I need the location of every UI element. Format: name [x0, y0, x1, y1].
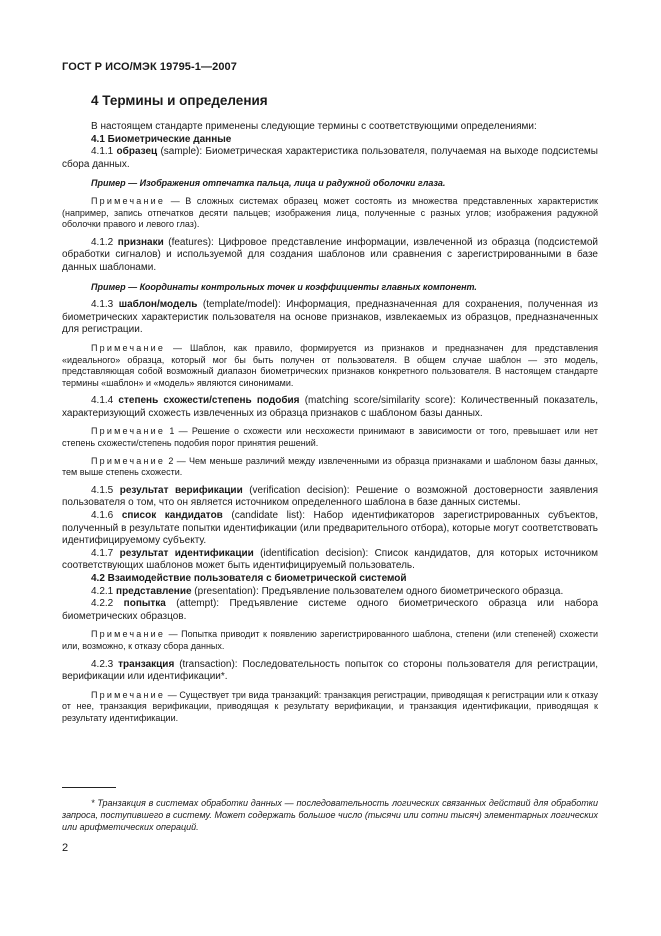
- term-4-1-2: 4.1.2 признаки (features): Цифровое представление информации, извлеченной из образца (подсистемой обработки сигналов) и используемой для создания шаблонов или сравнения с зарегистрированными в базе данных шаблонами.: [62, 236, 598, 273]
- note-1: Примечание — В сложных системах образец может состоять из множества представленных характеристик (например, запись отпечатков десяти пальцев; изображения лица, полученные с разных углов; изображения радужной оболочки правого и левого глаз).: [62, 195, 598, 230]
- document-body: [62, 121, 598, 725]
- subsection-4-2-title: 4.2 Взаимодействие пользователя с биометрической системой: [91, 573, 407, 584]
- term-4-1-1: 4.1.1 образец (sample): Биометрическая характеристика пользователя, получаемая на выходе подсистемы сбора данных.: [62, 146, 598, 170]
- term-4-2-1: 4.2.1 представление (presentation): Предъявление пользователем одного биометрического образца.: [91, 585, 564, 597]
- section-title: 4 Термины и определения: [91, 93, 268, 108]
- note-2: Примечание — Шаблон, как правило, формируется из признаков и предназначен для представления «идеального» образца, который мог бы быть получен от пользователя. В общем случае шаблон — это модель, представляющая собой возможный диапазон биометрических признаков конкретного пользователя. В настоящем стандарте термины «шаблон» и «модель» являются синонимами.: [62, 342, 598, 388]
- term-4-1-3: 4.1.3 шаблон/модель (template/model): Информация, предназначенная для сохранения, полученная из биометрических характеристик пользователя на основе признаков, извлекаемых из образцов, предназначенных для регистрации.: [62, 299, 598, 336]
- note-6: Примечание — Существует три вида транзакций: транзакция регистрации, приводящая к регистрации или к отказу от нее, транзакция верификации, приводящая к результату верификации, и транзакция идентификации, приводящая к результату идентификации.: [62, 689, 598, 723]
- term-4-1-6: 4.1.6 список кандидатов (candidate list): Набор идентификаторов зарегистрированных субъектов, полученный в результате попытки идентификации (или предварительного отбора), которые могут соответствовать идентифицируемому субъекту.: [62, 510, 598, 547]
- footnote-divider: [62, 787, 116, 788]
- note-3: Примечание 1 — Решение о схожести или несхожести принимают в зависимости от того, превышает или нет степень схожести/степень подобия порог принятия решений.: [62, 426, 598, 449]
- note-5: Примечание — Попытка приводит к появлению зарегистрированного шаблона, степени (или степеней) схожести или, возможно, к отказу сбора данных.: [62, 629, 598, 651]
- term-4-2-2: 4.2.2 попытка (attempt): Предъявление системе одного биометрического образца или набора биометрических образцов.: [62, 598, 599, 622]
- subsection-4-1-title: 4.1 Биометрические данные: [91, 133, 232, 145]
- footnote: * Транзакция в системах обработки данных — последовательность логических связанных действий для обработки запроса, поступившего в систему. Может содержать большое число (тысячи или сотни тысяч) элементарных логических или арифметических операций.: [62, 798, 598, 832]
- example-1: Пример — Изображения отпечатка пальца, лица и радужной оболочки глаза.: [91, 178, 446, 189]
- term-4-1-5: 4.1.5 результат верификации (verification decision): Решение о возможной достоверности заявления пользователя о том, что он является источником определенного шаблона в базе данных системы.: [62, 484, 598, 509]
- example-2: Пример — Координаты контрольных точек и коэффициенты главных компонент.: [91, 281, 477, 292]
- page-number: 2: [62, 842, 69, 854]
- note-4: Примечание 2 — Чем меньше различий между извлеченными из образца признаками и шаблоном базы данных, тем выше степень схожести.: [62, 455, 598, 478]
- document-header: ГОСТ Р ИСО/МЭК 19795-1—2007: [62, 61, 237, 73]
- term-4-1-4: 4.1.4 степень схожести/степень подобия (matching score/similarity score): Количественный показатель, характеризующий схожесть извлеченных из образца признаков с шаблоном базы данных.: [62, 395, 598, 419]
- term-4-2-3: 4.2.3 транзакция (transaction): Последовательность попыток со стороны пользователя для регистрации, верификации или идентификации*.: [62, 658, 598, 683]
- term-4-1-7: 4.1.7 результат идентификации (identification decision): Список кандидатов, для которых источником соответствующих шаблонов может быть идентифицируемый пользователь.: [62, 547, 599, 572]
- intro-paragraph: В настоящем стандарте применены следующие термины с соответствующими определениями:: [91, 121, 537, 132]
